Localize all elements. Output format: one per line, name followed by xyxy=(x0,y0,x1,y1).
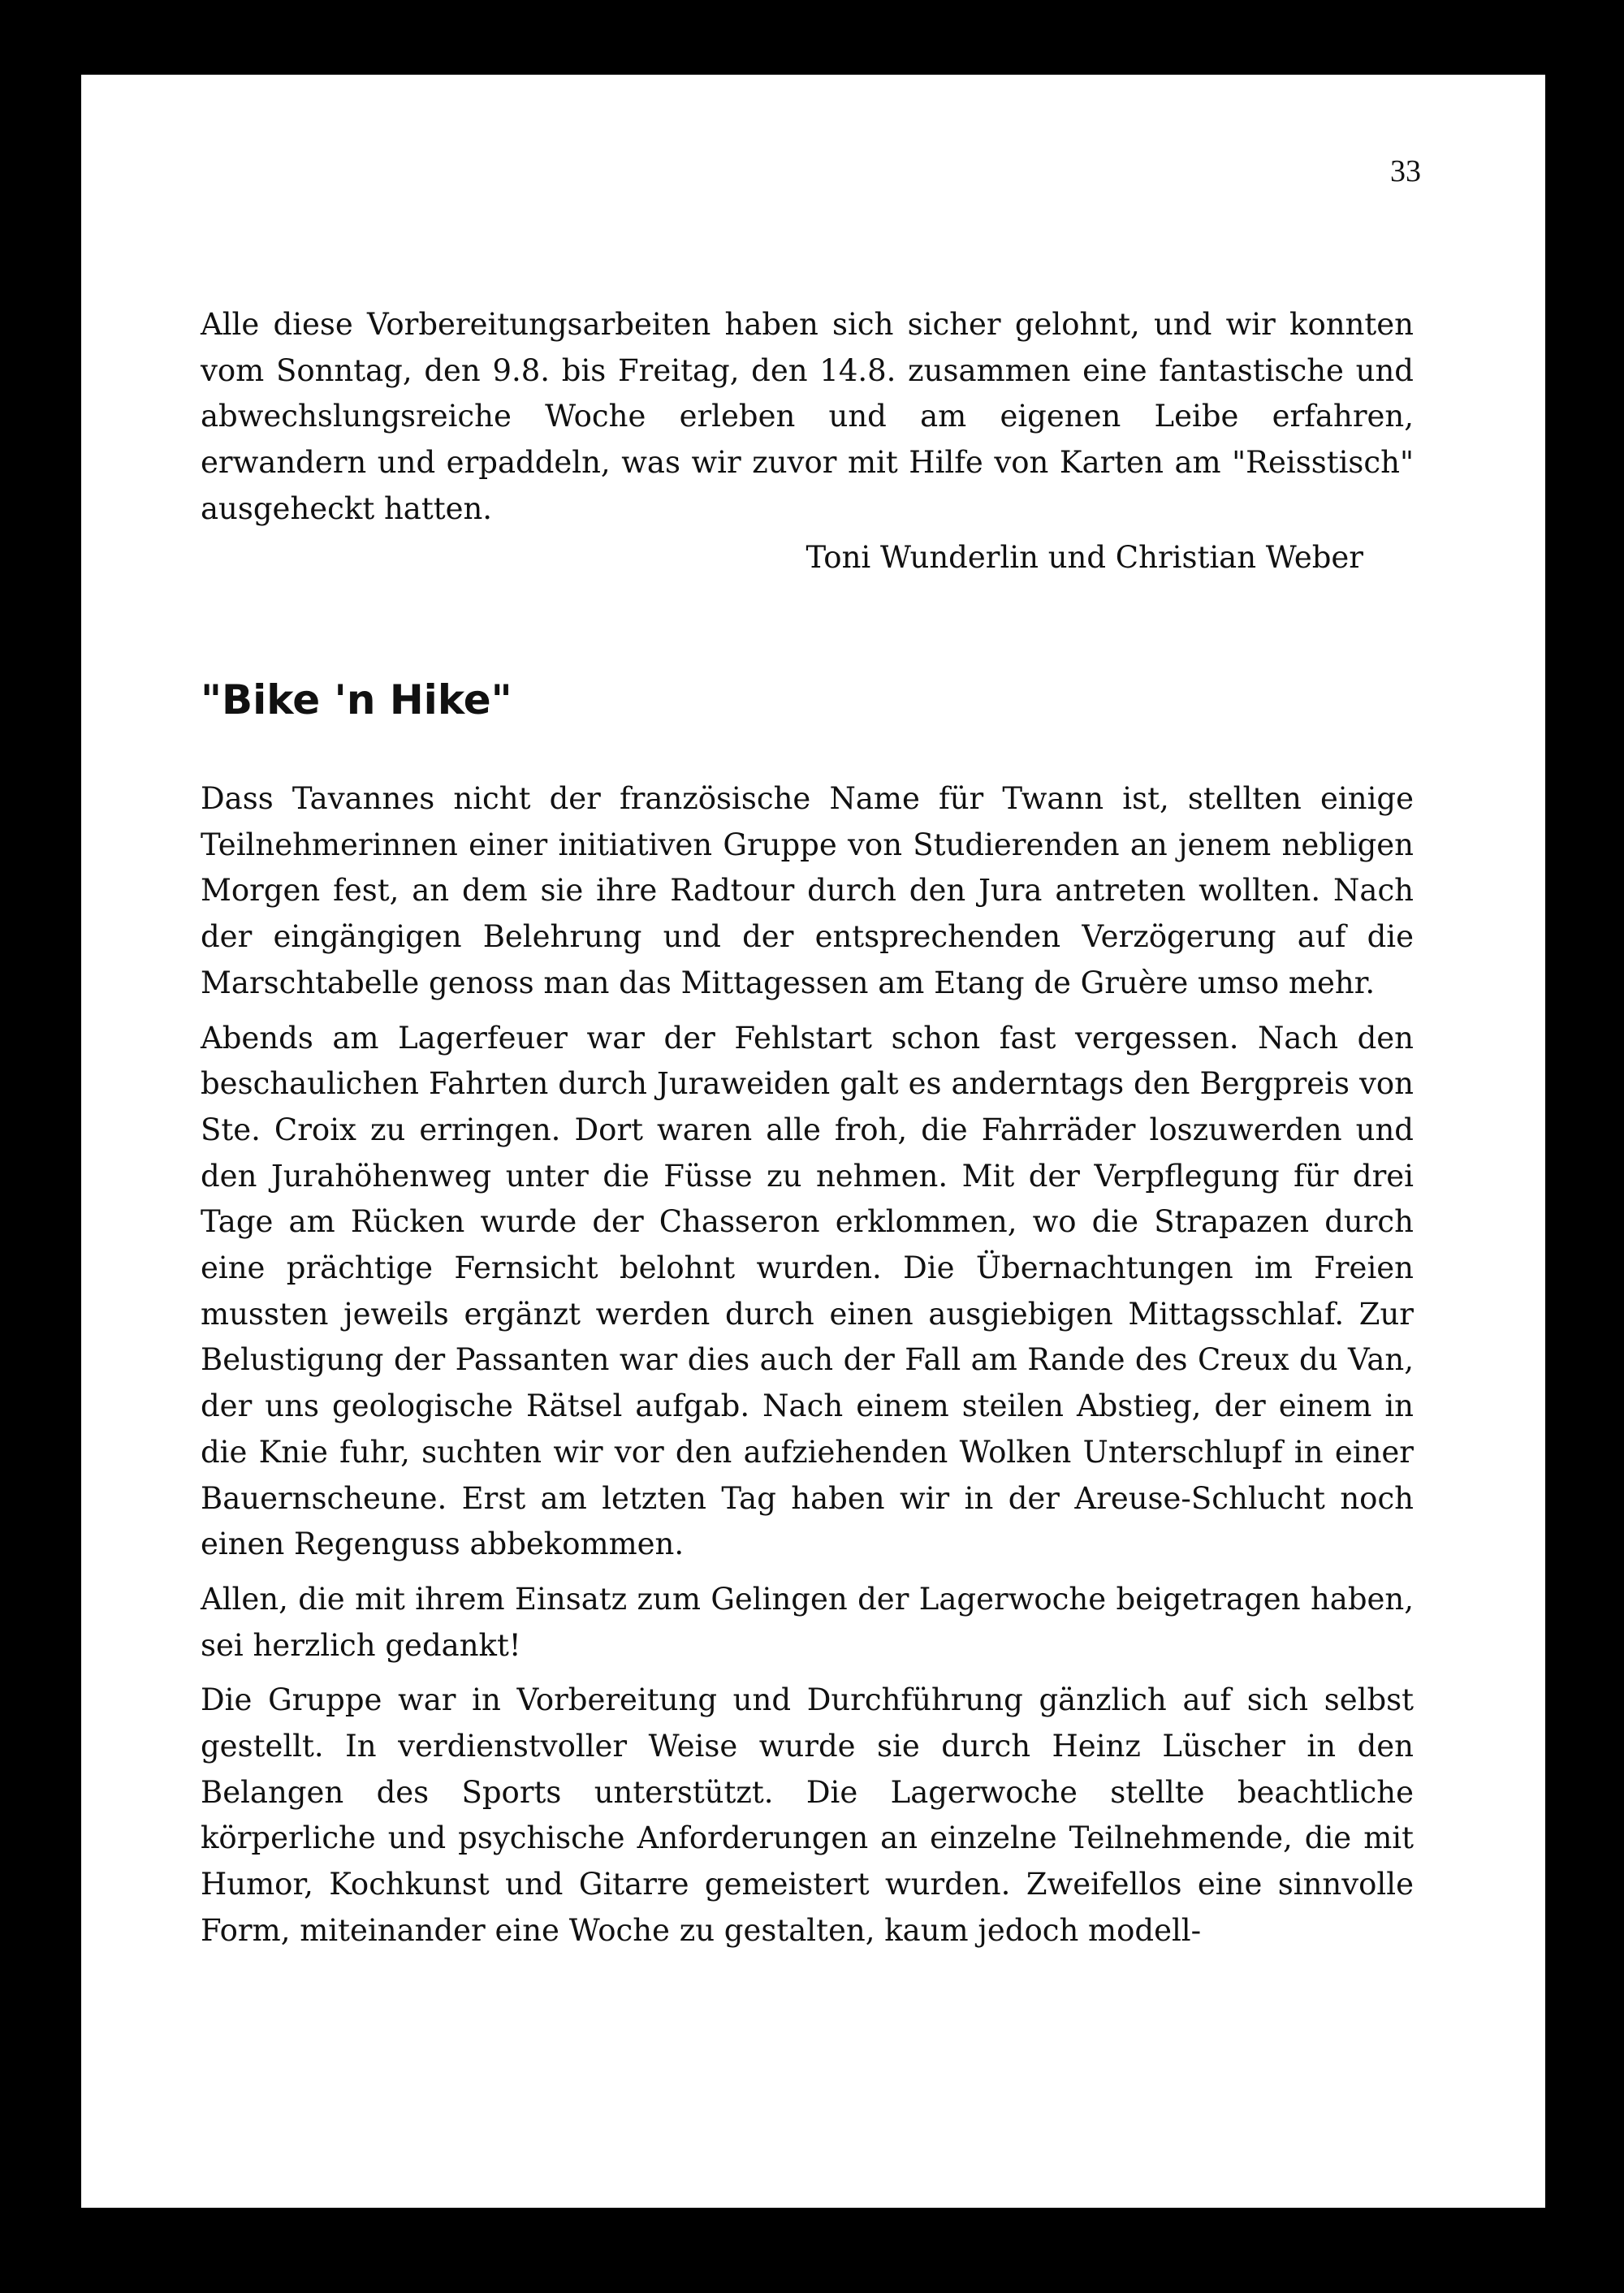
intro-paragraph: Alle diese Vorbereitungsarbeiten haben sich sicher gelohnt, und wir konnten vom Sonntag, den 9.8. bis Freitag, den 14.8. zusammen eine fantastische und abwechslungsreiche Woche erleben und am eigenen Leibe erfahren, erwandern und erpaddeln, was wir zuvor mit Hilfe von Karten am "Reisstisch" ausgeheckt hatten. xyxy=(201,307,1414,526)
page-number: 33 xyxy=(1390,154,1421,188)
article-title: "Bike 'n Hike" xyxy=(201,676,512,723)
author-signature: Toni Wunderlin und Christian Weber xyxy=(806,539,1363,575)
article-paragraph: Die Gruppe war in Vorbereitung und Durchführung gänzlich auf sich selbst gestellt. In verdienstvoller Weise wurde sie durch Heinz Lüscher in den Belangen des Sports unterstützt. Die Lagerwoche stellte beachtliche körperliche und psychische Anforderungen an einzelne Teilnehmende, die mit Humor, Kochkunst und Gitarre gemeistert wurden. Zweifellos eine sinnvolle Form, miteinander eine Woche zu gestalten, kaum jedoch modell- xyxy=(201,1682,1414,1948)
article-paragraph: Dass Tavannes nicht der französische Name für Twann ist, stellten einige Teilnehmerinnen einer initiativen Gruppe von Studierenden an jenem nebligen Morgen fest, an dem sie ihre Radtour durch den Jura antreten wollten. Nach der eingängigen Belehrung und der entsprechenden Verzögerung auf die Marschtabelle genoss man das Mittagessen am Etang de Gruère umso mehr. xyxy=(201,781,1414,1000)
article-paragraph: Abends am Lagerfeuer war der Fehlstart schon fast vergessen. Nach den beschaulichen Fahrten durch Juraweiden galt es anderntags den Bergpreis von Ste. Croix zu erringen. Dort waren alle froh, die Fahrräder loszuwerden und den Jurahöhenweg unter die Füsse zu nehmen. Mit der Verpflegung für drei Tage am Rücken wurde der Chasseron erklommen, wo die Strapazen durch eine prächtige Fernsicht belohnt wurden. Die Übernachtungen im Freien mussten jeweils ergänzt werden durch einen ausgiebigen Mittagsschlaf. Zur Belustigung der Passanten war dies auch der Fall am Rande des Creux du Van, der uns geologische Rätsel aufgab. Nach einem steilen Abstieg, der einem in die Knie fuhr, suchten wir vor den aufziehenden Wolken Unterschlupf in einer Bauernscheune. Erst am letzten Tag haben wir in der Areuse-Schlucht noch einen Regenguss abbekommen. xyxy=(201,1020,1414,1562)
intro-section xyxy=(201,302,1414,581)
article-body xyxy=(201,776,1414,1954)
article-paragraph: Allen, die mit ihrem Einsatz zum Gelingen der Lagerwoche beigetragen haben, sei herzlich gedankt! xyxy=(201,1581,1414,1663)
